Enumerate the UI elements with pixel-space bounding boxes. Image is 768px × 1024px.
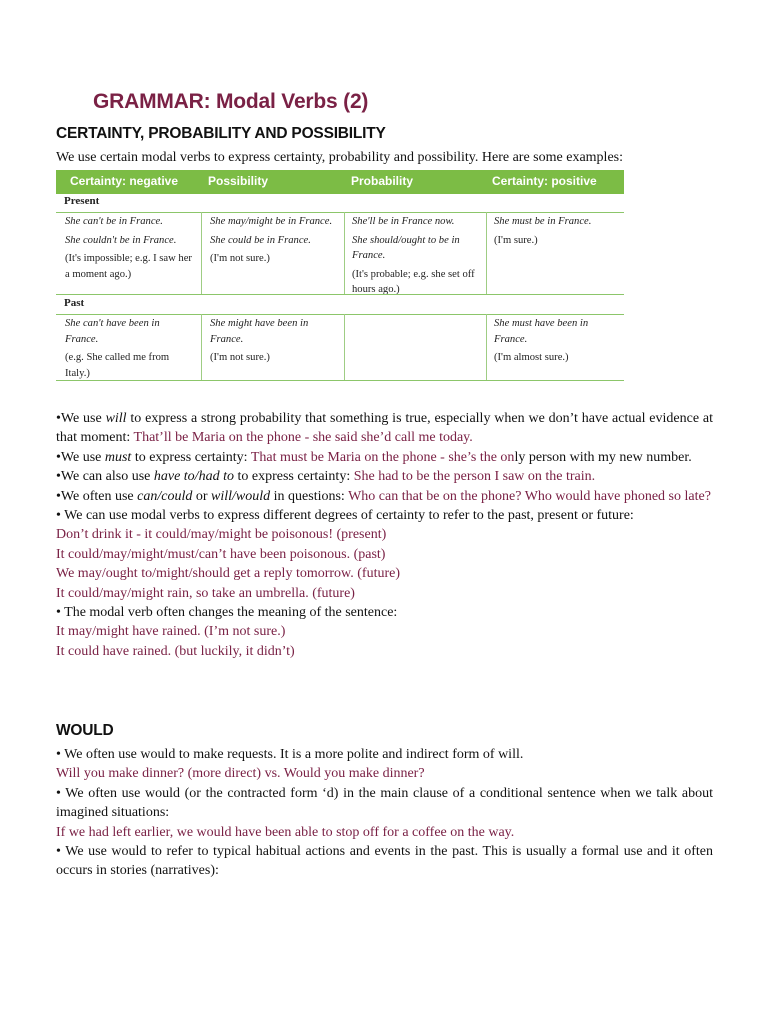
header-certainty-positive: Certainty: positive [492, 174, 597, 188]
table-example: She can't have been in France. [65, 318, 160, 345]
bullet-requests: • We often use would to make requests. It is a more polite and indirect form of will. [56, 747, 524, 762]
emphasis: will/would [211, 488, 271, 504]
header-probability: Probability [351, 174, 414, 188]
text: •We can also use [56, 469, 154, 485]
table-column-divider [486, 212, 487, 294]
past-certainty-cell [494, 316, 622, 366]
table-example: She must have been in France. [494, 318, 589, 345]
bullet-meaning: • The modal verb often changes the meaning of the sentence: [56, 605, 398, 621]
text: •We often use [56, 488, 138, 504]
table-divider [56, 380, 624, 381]
certainty-notes [56, 409, 713, 661]
example-sentence: Who can that be on the phone? Who would have phoned so late? [348, 488, 711, 504]
bullet-degrees: • We can use modal verbs to express different degrees of certainty to refer to the past, present or future: [56, 508, 634, 524]
example-sentence: If we had left earlier, we would have been able to stop off for a coffee on the way. [56, 824, 515, 840]
table-column-divider [201, 314, 202, 380]
text: to express certainty: [233, 469, 354, 485]
table-header-row [56, 170, 624, 194]
example-sentence: Will you make dinner? (more direct) vs. Would you make dinner? [56, 766, 425, 782]
intro-text: We use certain modal verbs to express certainty, probability and possibility. Here are some examples: [56, 150, 623, 165]
past-possibility-cell [210, 316, 340, 366]
table-divider [56, 294, 624, 295]
table-note: (e.g. She called me from Italy.) [65, 352, 170, 379]
table-column-divider [486, 314, 487, 380]
past-negative-cell [65, 316, 195, 381]
table-example: She may/might be in France. [210, 216, 333, 227]
table-divider [56, 314, 624, 315]
emphasis: must [104, 449, 132, 465]
text: in questions: [270, 488, 349, 504]
text: •We use [56, 449, 105, 465]
header-possibility: Possibility [208, 174, 269, 188]
emphasis: have to/had to [153, 469, 234, 485]
row-label-present: Present [64, 195, 100, 207]
example-sentence: It could/may/might rain, so take an umbrella. (future) [56, 585, 355, 601]
section-heading-would: WOULD [56, 722, 114, 739]
text: to express a strong probability that something is true, especially when we don’t have actual evidence at that moment: [56, 411, 713, 446]
table-example: She'll be in France now. [352, 216, 455, 227]
table-divider [56, 212, 624, 213]
page-title: GRAMMAR: Modal Verbs (2) [93, 90, 369, 113]
table-example: She couldn't be in France. [65, 234, 177, 246]
table-column-divider [201, 212, 202, 294]
text: to express certainty: [131, 449, 251, 465]
bullet-will [56, 409, 713, 448]
table-note: (I'm not sure.) [210, 352, 270, 363]
emphasis: can/could [137, 488, 193, 504]
bullet-must [56, 448, 713, 467]
table-example: She must be in France. [494, 216, 592, 227]
present-negative-cell [65, 214, 197, 282]
bullet-conditional: • We often use would (or the contracted form ‘d) in the main clause of a conditional sentence when we talk about imagined situations: [56, 785, 713, 821]
table-note: (It's probable; e.g. she set off hours ago.) [352, 268, 475, 295]
table-example: She might have been in France. [210, 318, 309, 345]
bullet-questions [56, 487, 713, 506]
present-probability-cell [352, 214, 482, 298]
table-example: She could be in France. [210, 234, 311, 246]
present-possibility-cell [210, 214, 340, 267]
header-certainty-negative: Certainty: negative [70, 174, 179, 188]
text: ly person with my new number. [514, 449, 692, 465]
example-sentence: It could have rained. (but luckily, it didn’t) [56, 643, 295, 659]
table-note: (It's impossible; e.g. I saw her a moment ago.) [65, 253, 192, 280]
example-sentence: Don’t drink it - it could/may/might be poisonous! (present) [56, 527, 387, 543]
section-heading-certainty: CERTAINTY, PROBABILITY AND POSSIBILITY [56, 125, 386, 142]
example-sentence: It may/might have rained. (I’m not sure.) [56, 624, 286, 640]
example-sentence: It could/may/might/must/can’t have been poisonous. (past) [56, 546, 386, 562]
text: or [192, 488, 212, 504]
table-note: (I'm not sure.) [210, 253, 270, 264]
bullet-habitual: • We use would to refer to typical habitual actions and events in the past. This is usually a formal use and it often occurs in stories (narratives): [56, 844, 713, 879]
bullet-have-to [56, 467, 713, 486]
would-notes [56, 745, 713, 881]
emphasis: will [105, 411, 127, 426]
modal-verbs-table [56, 170, 624, 381]
example-sentence: That must be Maria on the phone - she’s the on [250, 449, 515, 465]
table-example: She can't be in France. [65, 216, 163, 227]
row-label-past: Past [64, 297, 85, 309]
text: •We use [56, 411, 106, 426]
example-sentence: That’ll be Maria on the phone - she said she’d call me today. [133, 430, 473, 446]
table-note: (I'm sure.) [494, 234, 538, 246]
example-sentence: We may/ought to/might/should get a reply tomorrow. (future) [56, 566, 401, 582]
table-note: (I'm almost sure.) [494, 352, 569, 363]
example-sentence: She had to be the person I saw on the train. [353, 469, 596, 485]
table-column-divider [344, 212, 345, 294]
table-column-divider [344, 314, 345, 380]
table-example: She should/ought to be in France. [352, 234, 460, 261]
present-certainty-cell [494, 214, 622, 248]
